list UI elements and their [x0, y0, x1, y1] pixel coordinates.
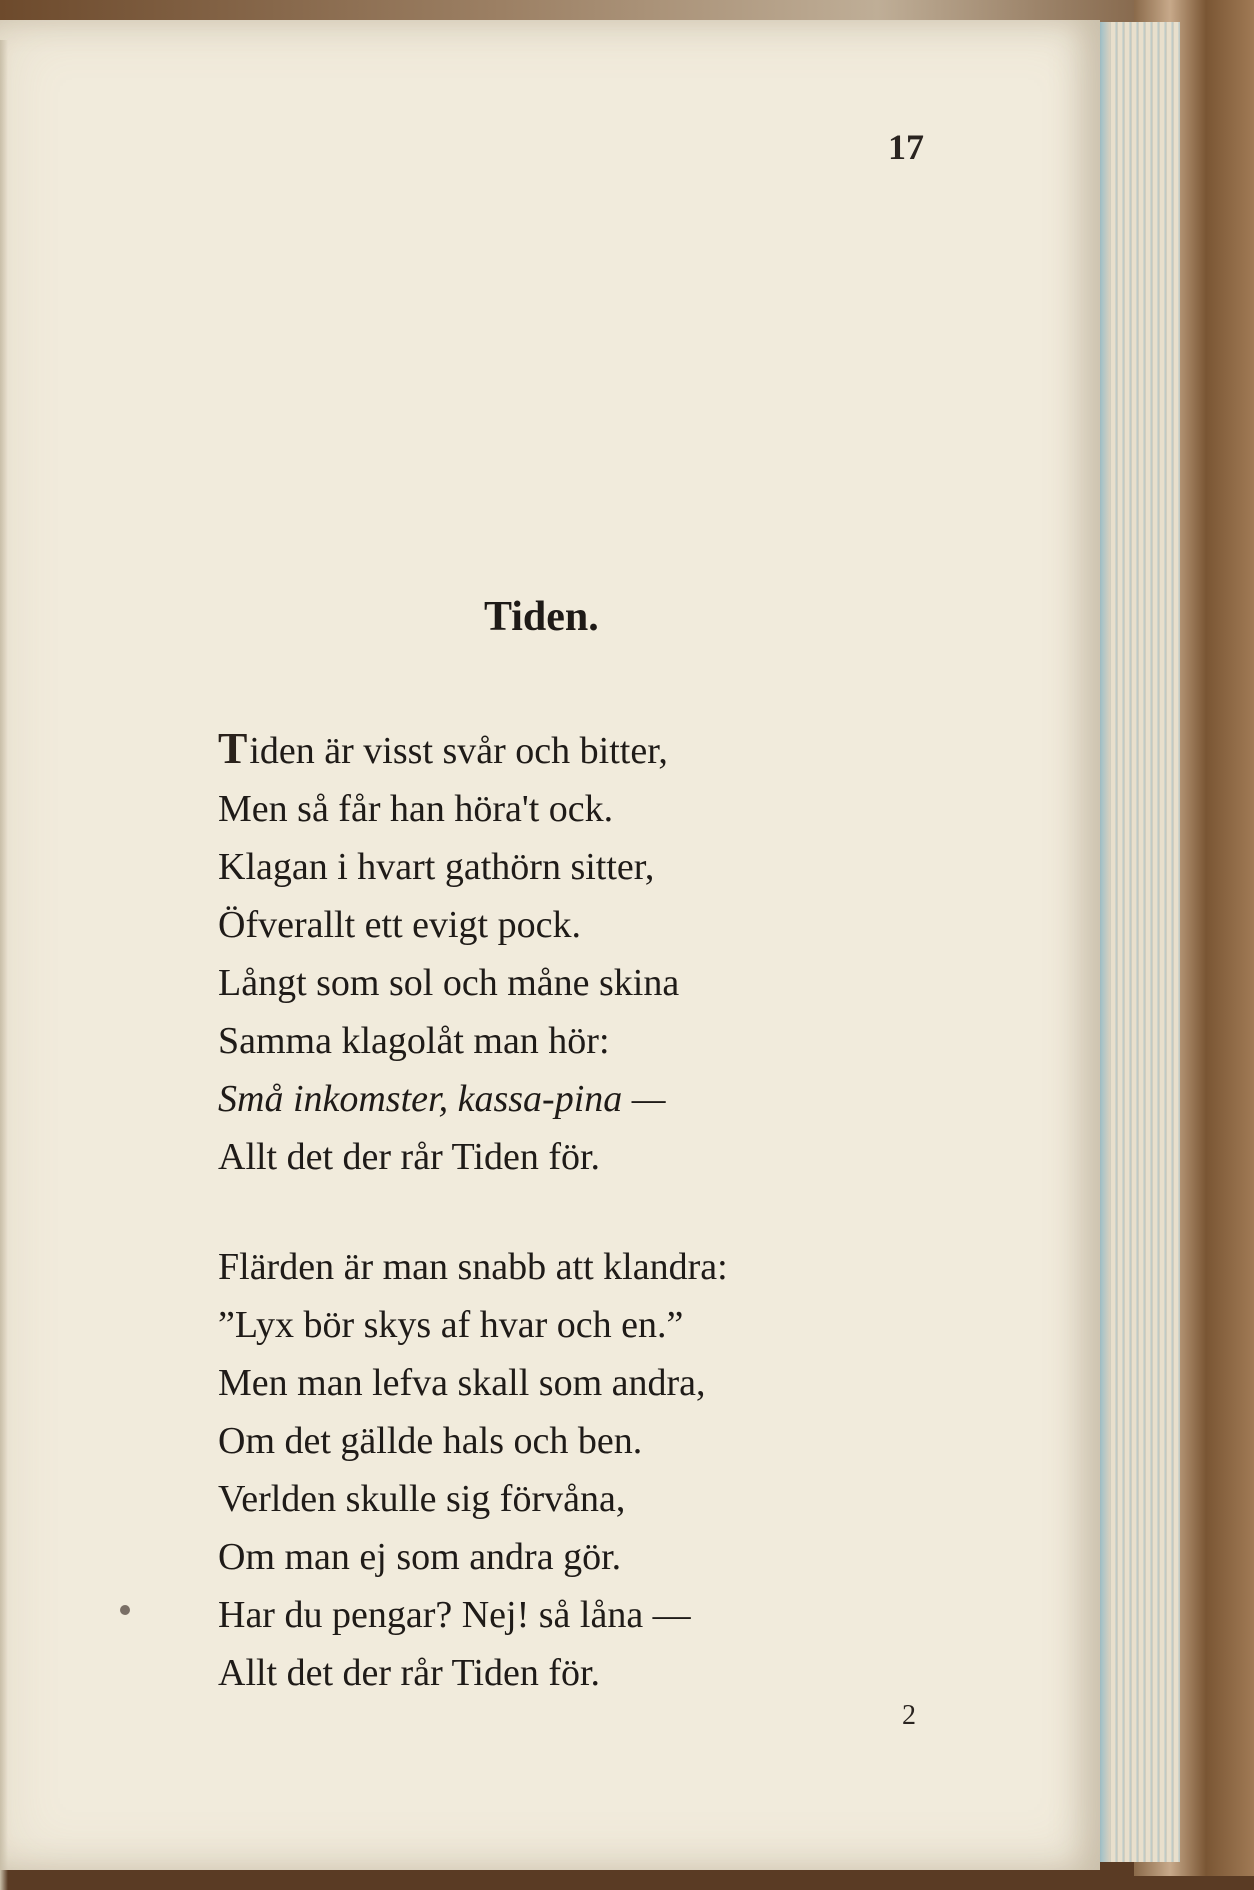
verse-line: Klagan i hvart gathörn sitter, [218, 846, 655, 888]
verse-line: Men man lefva skall som andra, [218, 1362, 706, 1404]
page-gutter [0, 40, 8, 1890]
drop-cap: T [218, 724, 248, 773]
stanza-2 [218, 1238, 858, 1702]
ink-spot [120, 1605, 130, 1615]
signature-mark: 2 [902, 1700, 916, 1731]
verse-line: Öfverallt ett evigt pock. [218, 904, 581, 946]
verse-line: Verlden skulle sig förvåna, [218, 1478, 626, 1520]
page-number: 17 [888, 127, 924, 167]
verse-line: Flärden är man snabb att klandra: [218, 1246, 728, 1288]
verse-line: Har du pengar? Nej! så låna — [218, 1594, 691, 1636]
verse-line: ”Lyx bör skys af hvar och en.” [218, 1304, 684, 1346]
poem-title: Tiden. [484, 594, 599, 640]
verse-line: Långt som sol och måne skina [218, 962, 680, 1004]
verse-line: Om det gällde hals och ben. [218, 1420, 643, 1462]
verse-line: Men så får han höra't ock. [218, 788, 614, 830]
verse-line: Om man ej som andra gör. [218, 1536, 622, 1578]
verse-line: Allt det der rår Tiden för. [218, 1136, 601, 1178]
verse-line: Allt det der rår Tiden för. [218, 1652, 601, 1694]
verse-line-italic: Små inkomster, kassa-pina — [218, 1078, 666, 1120]
verse-line: Samma klagolåt man hör: [218, 1020, 610, 1062]
verse-line-text: iden är visst svår och bitter, [249, 730, 668, 772]
page-stack-edge [1088, 22, 1180, 1862]
verse-line [218, 720, 858, 780]
stanza-1 [218, 720, 858, 1186]
